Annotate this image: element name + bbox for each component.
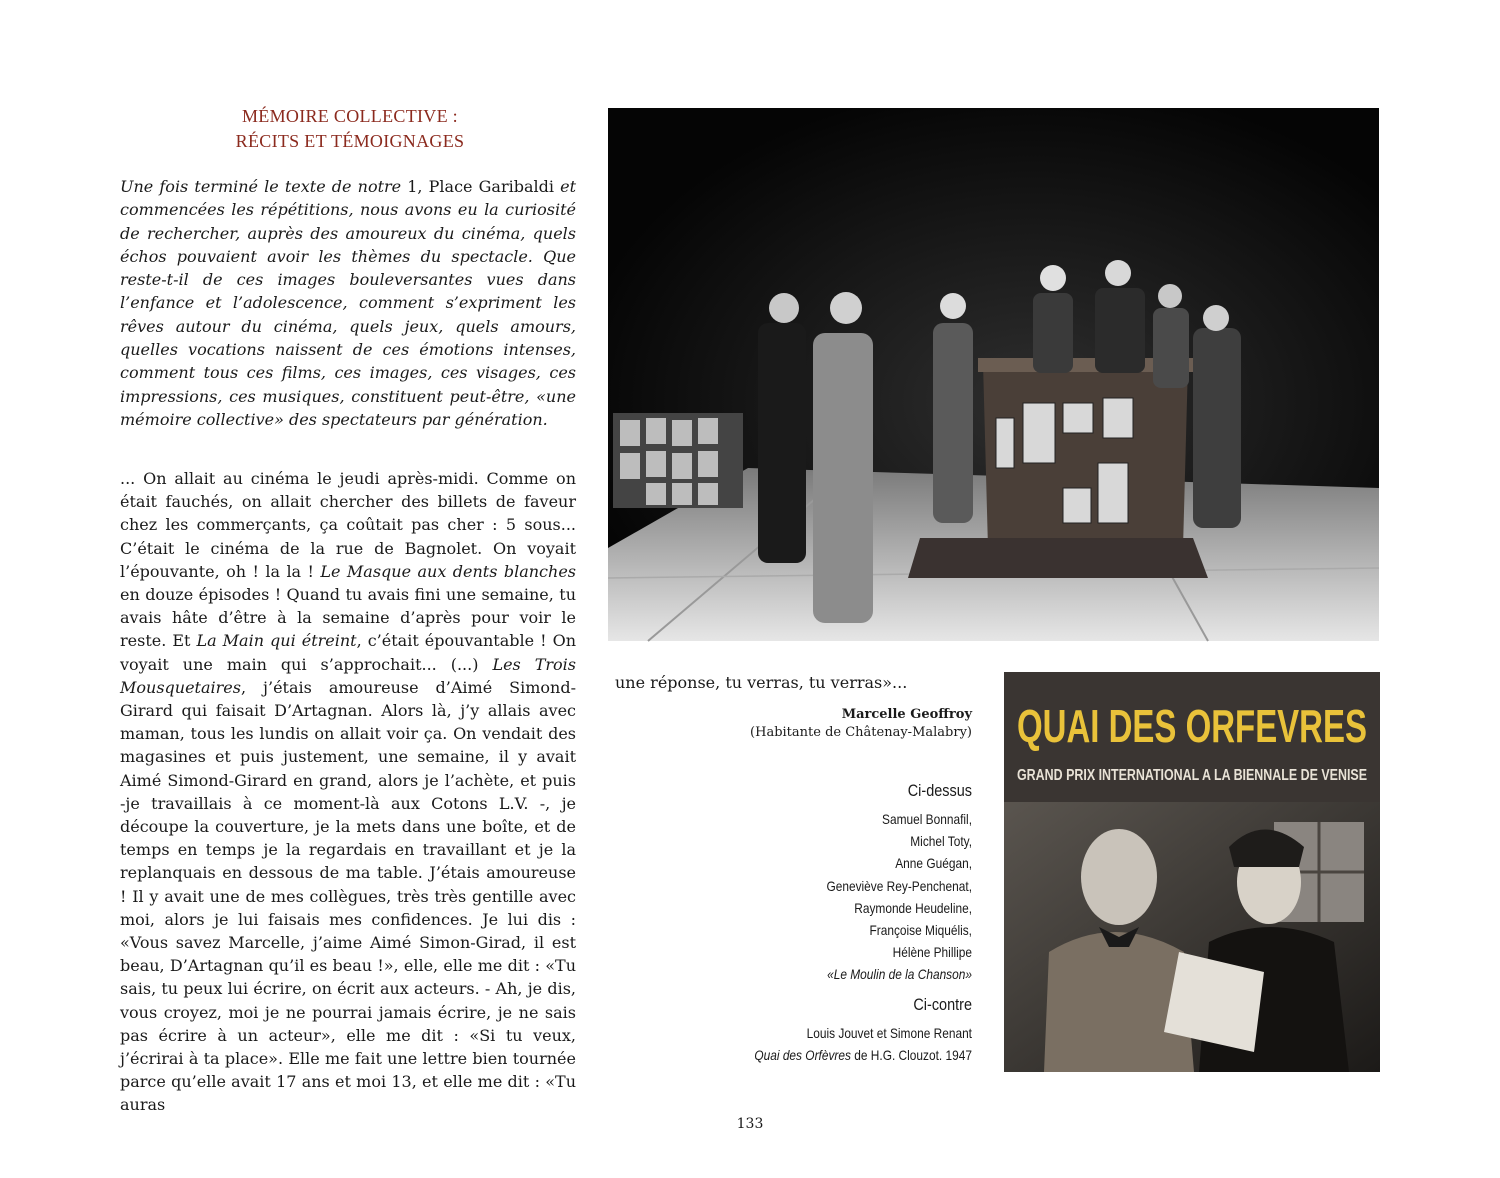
show-title: 1, Place Garibaldi (407, 177, 554, 196)
stage-photo (608, 108, 1379, 641)
film-title-mousquetaires: Les Trois Mousquetaires (120, 654, 577, 697)
caption-line: Hélène Phillipe (892, 944, 972, 961)
caption-film-credit: de H.G. Clouzot. 1947 (850, 1046, 972, 1063)
testimony-continuation: une réponse, tu verras, tu verras»... (615, 673, 908, 692)
author-name: Marcelle Geoffroy (841, 707, 972, 722)
testimony-text-4: , j’étais amoureuse d’Aimé Simond-Girard qui faisait D’Artagnan. Alors là, j’y allais avec maman, tous les lundis on allait voir ça. On vendait des magasines et puis justement, une semaine, il y avait Aimé Simond-Girard en grand, alors je l’achète, et puis -je travaillais à ce moment-là aux Cotons L.V. -, je découpe la couverture, je la mets dans une boîte, et de temps en temps je la regardais en travaillant et je la replanquais en dessous de ma table. J’étais amoureuse ! Il y avait une de mes collègues, très très gentille avec moi, alors je lui faisais mes confidences. Je lui dis : «Vous savez Marcelle, j’aime Aimé Simon-Girad, il est beau, D’Artagnan qu’il es beau !», elle, elle me dit : «Tu sais, tu peux lui écrire, on écrit aux acteurs. - Ah, je dis, vous croyez, moi je ne pourrai jamais écrire, je ne sais pas écrire à un acteur», elle me dit : «Si tu veux, j’écrirai à ta place». Elle me fait une lettre bien tournée parce qu’elle avait 17 ans et moi 13, et elle me dit : «Tu auras (120, 677, 576, 1115)
heading-line-2: RÉCITS ET TÉMOIGNAGES (235, 131, 465, 151)
caption-opposite-line: Louis Jouvet et Simone Renant (806, 1024, 972, 1041)
caption-line: Geneviève Rey-Penchenat, (826, 877, 972, 894)
film-poster (1004, 672, 1380, 1072)
poster-subtitle: GRAND PRIX INTERNATIONAL A LA BIENNALE DE VENISE (1017, 767, 1368, 784)
intro-text-2: et commencées les répétitions, nous avons eu la curiosité de rechercher, auprès des amoureux du cinéma, quels échos pouvaient avoir les thèmes du spectacle. Que reste-t-il de ces images bouleversantes vues dans l’enfance et l’adolescence, comment s’expriment les rêves autour du cinéma, quels jeux, quels amours, quelles vocations naissent de ces émotions intenses, comment tous ces films, ces images, ces visages, ces impressions, ces musiques, constituent peut-être, «une mémoire collective» des spectateurs par génération. (120, 177, 576, 429)
testimony-paragraph (120, 467, 576, 1117)
caption-above-title: Ci-dessus (907, 781, 972, 800)
testimony-text-3: , c’était épouvantable ! On voyait une main qui s’approchait... (...) (120, 631, 577, 674)
caption-line: Samuel Bonnafil, (882, 811, 972, 827)
caption-film-title: Quai des Orfèvres (754, 1046, 851, 1063)
testimony-text-2: en douze épisodes ! Quand tu avais fini une semaine, tu avais hâte d’être à la semaine d’après pour voir le reste. Et (120, 585, 576, 651)
photo-captions (700, 780, 972, 1066)
caption-opposite-film-line (741, 1044, 972, 1066)
film-title-masque: Le Masque aux dents blanches (320, 561, 577, 581)
caption-line: Anne Guégan, (895, 855, 972, 872)
intro-paragraph (120, 175, 576, 431)
caption-opposite-title: Ci-contre (913, 994, 972, 1014)
caption-line: Françoise Miquélis, (869, 922, 972, 939)
section-heading (120, 104, 580, 154)
caption-line: Raymonde Heudeline, (854, 899, 972, 916)
intro-text-1: Une fois terminé le texte de notre (120, 177, 408, 196)
page-number: 133 (736, 1116, 764, 1132)
author-role: (Habitante de Châtenay-Malabry) (750, 725, 972, 740)
testimony-text-1: ... On allait au cinéma le jeudi après-midi. Comme on était fauchés, on allait chercher des billets de faveur chez les commerçants, ça coûtait pas cher : 5 sous... C’était le cinéma de la rue de Bagnolet. On voyait l’épouvante, oh ! la la ! (120, 469, 576, 581)
heading-line-1: MÉMOIRE COLLECTIVE : (242, 106, 458, 126)
caption-line: Michel Toty, (910, 833, 972, 850)
caption-show-title: «Le Moulin de la Chanson» (827, 966, 972, 983)
film-title-main: La Main qui étreint (196, 631, 357, 651)
author-credit (700, 706, 972, 742)
poster-title: QUAI DES ORFEVRES (1017, 700, 1367, 752)
